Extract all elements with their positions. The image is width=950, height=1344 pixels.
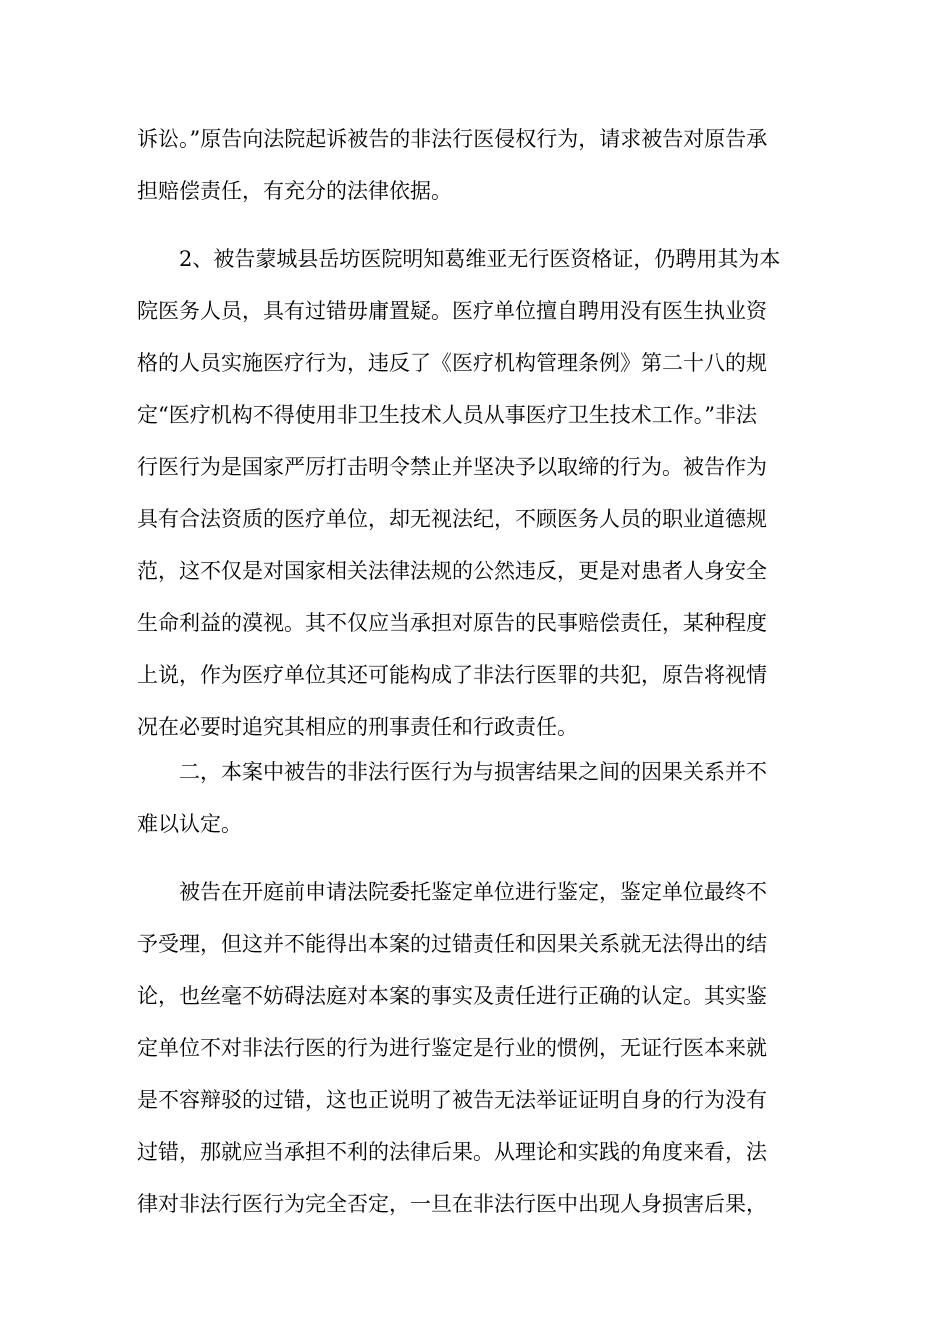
paragraph-line: 过错，那就应当承担不利的法律后果。从理论和实践的角度来看，法 (137, 1140, 767, 1164)
paragraph-4 (137, 866, 767, 1230)
paragraph-line: 是不容辩驳的过错，这也正说明了被告无法举证证明自身的行为没有 (137, 1088, 767, 1112)
paragraph-line: 担赔偿责任，有充分的法律依据。 (137, 179, 452, 203)
paragraph-line: 具有合法资质的医疗单位，却无视法纪，不顾医务人员的职业道德规 (137, 507, 767, 531)
paragraph-line: 定单位不对非法行医的行为进行鉴定是行业的惯例，无证行医本来就 (137, 1036, 767, 1060)
paragraph-2 (137, 233, 780, 753)
paragraph-line: 院医务人员，具有过错毋庸置疑。医疗单位擅自聘用没有医生执业资 (137, 299, 767, 323)
paragraph-line: 二，本案中被告的非法行医行为与损害结果之间的因果关系并不 (179, 760, 767, 784)
paragraph-line: 格的人员实施医疗行为，违反了《医疗机构管理条例》第二十八的规 (137, 351, 767, 375)
paragraph-line: 予受理，但这并不能得出本案的过错责任和因果关系就无法得出的结 (137, 932, 767, 956)
paragraph-line: 律对非法行医行为完全否定，一旦在非法行医中出现人身损害后果， (137, 1192, 767, 1216)
paragraph-line: 难以认定。 (137, 812, 242, 836)
paragraph-line: 范，这不仅是对国家相关法律法规的公然违反，更是对患者人身安全 (137, 559, 767, 583)
paragraph-line: 2、被告蒙城县岳坊医院明知葛维亚无行医资格证，仍聘用其为本 (179, 247, 781, 271)
paragraph-1 (137, 113, 767, 217)
paragraph-line: 论，也丝毫不妨碍法庭对本案的事实及责任进行正确的认定。其实鉴 (137, 984, 767, 1008)
paragraph-line: 行医行为是国家严厉打击明令禁止并坚决予以取缔的行为。被告作为 (137, 455, 767, 479)
paragraph-line: 定“医疗机构不得使用非卫生技术人员从事医疗卫生技术工作。”非法 (137, 403, 757, 427)
paragraph-line: 诉讼。”原告向法院起诉被告的非法行医侵权行为，请求被告对原告承 (137, 127, 768, 151)
paragraph-line: 生命利益的漠视。其不仅应当承担对原告的民事赔偿责任，某种程度 (137, 611, 767, 635)
paragraph-line: 上说，作为医疗单位其还可能构成了非法行医罪的共犯，原告将视情 (137, 663, 767, 687)
paragraph-line: 被告在开庭前申请法院委托鉴定单位进行鉴定，鉴定单位最终不 (179, 880, 767, 904)
paragraph-3 (137, 746, 767, 850)
paragraph-line: 况在必要时追究其相应的刑事责任和行政责任。 (137, 715, 578, 739)
